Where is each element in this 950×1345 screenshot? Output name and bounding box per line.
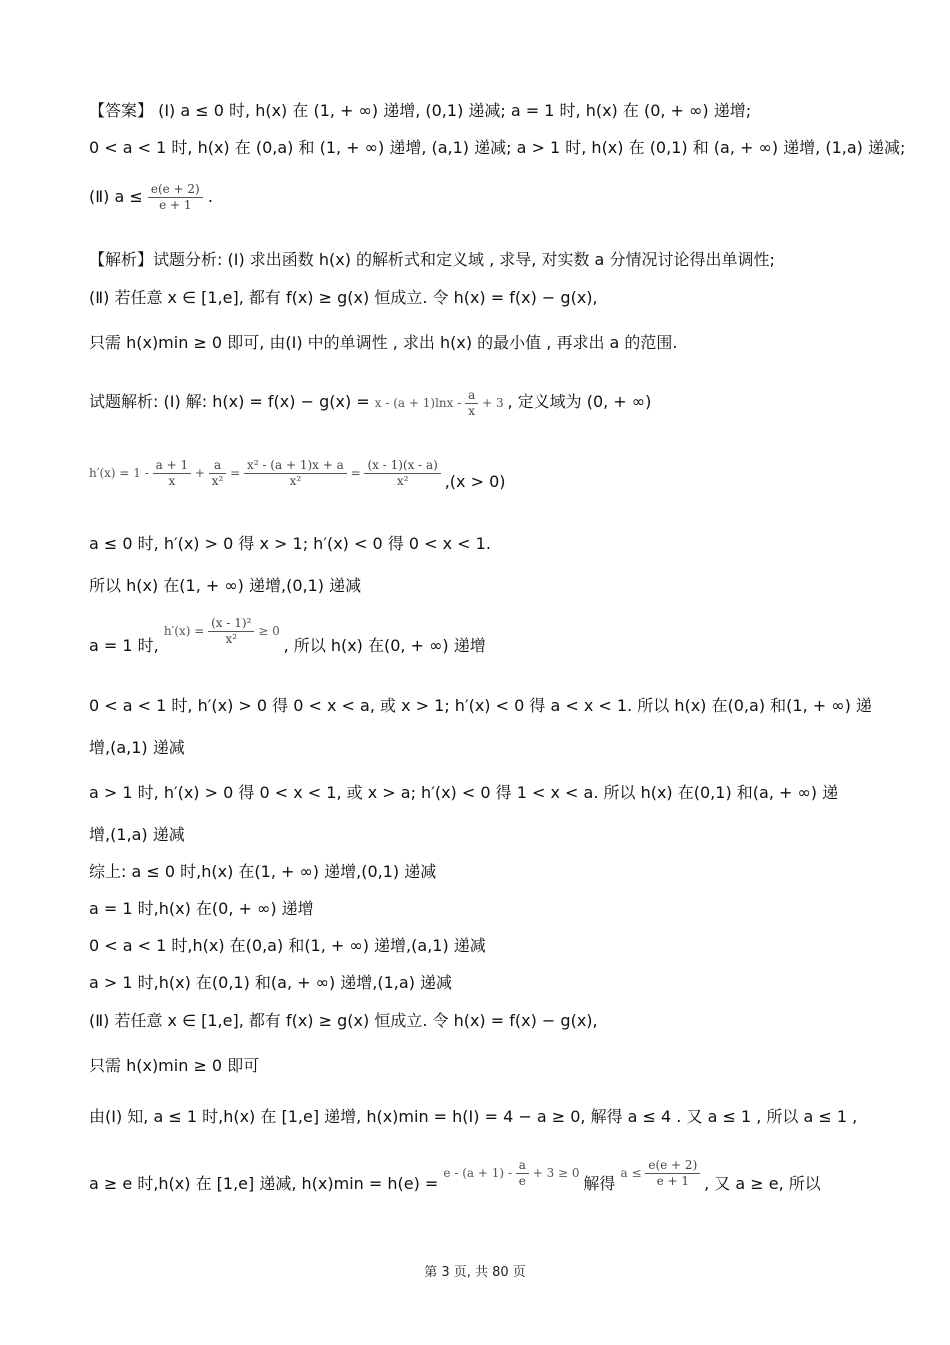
numerator: (x - 1)(x - a) bbox=[364, 458, 440, 474]
solution-line-3: a ≤ 0 时, h′(x) > 0 得 x > 1; h′(x) < 0 得 0 < x < 1. bbox=[89, 534, 491, 553]
text: , 定义域为 (0, + ∞) bbox=[507, 392, 652, 411]
denominator: x bbox=[468, 404, 476, 418]
numerator: (x - 1)² bbox=[208, 616, 254, 632]
solution-line-5 bbox=[89, 616, 486, 655]
text: a ≥ e 时,h(x) 在 [1,e] 递减, h(x)min = h(e) = bbox=[89, 1174, 439, 1193]
summary-line-2: a = 1 时,h(x) 在(0, + ∞) 递增 bbox=[89, 899, 314, 918]
text: , 又 a ≥ e, 所以 bbox=[704, 1174, 821, 1193]
text: a = 1 时, bbox=[89, 636, 159, 655]
text: (Ⅱ) a ≤ bbox=[89, 187, 143, 206]
part2-line-4 bbox=[89, 1158, 821, 1193]
formula-part: e - (a + 1) - bbox=[443, 1166, 512, 1180]
formula-part: ≥ 0 bbox=[258, 624, 280, 638]
numerator: a bbox=[516, 1158, 529, 1174]
text: , 所以 h(x) 在(0, + ∞) 递增 bbox=[283, 636, 486, 655]
text: 试题解析: (I) 解: h(x) = f(x) − g(x) = bbox=[89, 392, 370, 411]
formula bbox=[374, 388, 508, 418]
text: ,(x > 0) bbox=[444, 472, 506, 491]
solution-line-6: 0 < a < 1 时, h′(x) > 0 得 0 < x < a, 或 x > 1; h′(x) < 0 得 a < x < 1. 所以 h(x) 在(0,a) 和(1, + ∞) 递 bbox=[89, 696, 872, 715]
denominator: e + 1 bbox=[159, 198, 192, 212]
answer-part-2 bbox=[89, 182, 213, 213]
denominator: x² bbox=[396, 474, 409, 488]
formula bbox=[163, 616, 284, 646]
numerator: a bbox=[209, 458, 227, 474]
derivative-line bbox=[89, 458, 505, 489]
formula-part: x - (a + 1)lnx - bbox=[374, 396, 462, 410]
fraction bbox=[148, 182, 203, 213]
formula-part: h′(x) = bbox=[163, 624, 205, 638]
fraction bbox=[209, 458, 227, 489]
answer-line-2: 0 < a < 1 时, h(x) 在 (0,a) 和 (1, + ∞) 递增, (a,1) 递减; a > 1 时, h(x) 在 (0,1) 和 (a, + ∞) 递增, (1,a) 递减; bbox=[89, 138, 906, 157]
numerator: e(e + 2) bbox=[645, 1158, 700, 1174]
fraction bbox=[244, 458, 347, 489]
numerator: a + 1 bbox=[153, 458, 191, 474]
solution-line-7: 增,(a,1) 递减 bbox=[89, 738, 185, 757]
denominator: x² bbox=[211, 474, 224, 488]
formula-part: + 3 ≥ 0 bbox=[532, 1166, 580, 1180]
part2-line-1: (Ⅱ) 若任意 x ∈ [1,e], 都有 f(x) ≥ g(x) 恒成立. 令 h(x) = f(x) − g(x), bbox=[89, 1011, 598, 1030]
answer-line-1: 【答案】 (I) a ≤ 0 时, h(x) 在 (1, + ∞) 递增, (0,1) 递减; a = 1 时, h(x) 在 (0, + ∞) 递增; bbox=[89, 101, 752, 120]
numerator: e(e + 2) bbox=[148, 182, 203, 198]
part2-line-2: 只需 h(x)min ≥ 0 即可 bbox=[89, 1056, 260, 1075]
solution-line-4: 所以 h(x) 在(1, + ∞) 递增,(0,1) 递减 bbox=[89, 576, 362, 595]
analysis-line-1: 【解析】试题分析: (I) 求出函数 h(x) 的解析式和定义域 , 求导, 对实数 a 分情况讨论得出单调性; bbox=[89, 250, 775, 269]
numerator: a bbox=[465, 388, 478, 404]
formula-part: + 3 bbox=[482, 396, 504, 410]
denominator: x bbox=[168, 474, 176, 488]
fraction bbox=[208, 616, 254, 647]
denominator: x² bbox=[289, 474, 302, 488]
text: . bbox=[207, 187, 213, 206]
formula: h′(x) = 1 - $\frac{a + 1}{x}$ + $\frac{a}{\text{x²}}$ = $\frac{\text{x² - (a + 1)x + a}}{\text{x²}}$ = $\frac{(x - 1)(x - a)}{\text{x²}}$ bbox=[89, 466, 445, 480]
summary-line-4: a > 1 时,h(x) 在(0,1) 和(a, + ∞) 递增,(1,a) 递减 bbox=[89, 973, 453, 992]
fraction bbox=[516, 1158, 529, 1189]
text: 解得 bbox=[583, 1174, 616, 1193]
analysis-line-2: (Ⅱ) 若任意 x ∈ [1,e], 都有 f(x) ≥ g(x) 恒成立. 令 h(x) = f(x) − g(x), bbox=[89, 288, 598, 307]
summary-line-3: 0 < a < 1 时,h(x) 在(0,a) 和(1, + ∞) 递增,(a,1) 递减 bbox=[89, 936, 486, 955]
fraction bbox=[645, 1158, 700, 1189]
summary-line-1: 综上: a ≤ 0 时,h(x) 在(1, + ∞) 递增,(0,1) 递减 bbox=[89, 862, 437, 881]
formula bbox=[620, 1158, 705, 1188]
denominator: x² bbox=[225, 632, 238, 646]
formula bbox=[443, 1158, 583, 1188]
formula-part: h′(x) = 1 - bbox=[89, 466, 149, 480]
part2-line-3: 由(I) 知, a ≤ 1 时,h(x) 在 [1,e] 递增, h(x)min = h(I) = 4 − a ≥ 0, 解得 a ≤ 4 . 又 a ≤ 1 , 所以 a ≤ 1 , bbox=[89, 1107, 858, 1126]
solution-line-8: a > 1 时, h′(x) > 0 得 0 < x < 1, 或 x > a; h′(x) < 0 得 1 < x < a. 所以 h(x) 在(0,1) 和(a, + ∞) 递 bbox=[89, 783, 839, 802]
page-footer: 第 3 页, 共 80 页 bbox=[424, 1265, 526, 1280]
formula-part: a ≤ bbox=[620, 1166, 642, 1180]
fraction bbox=[153, 458, 191, 489]
denominator: e + 1 bbox=[656, 1174, 690, 1188]
solution-line-9: 增,(1,a) 递减 bbox=[89, 825, 185, 844]
fraction bbox=[364, 458, 440, 489]
solution-line-1 bbox=[89, 388, 651, 419]
analysis-line-3: 只需 h(x)min ≥ 0 即可, 由(I) 中的单调性 , 求出 h(x) 的最小值 , 再求出 a 的范围. bbox=[89, 333, 678, 352]
numerator: x² - (a + 1)x + a bbox=[244, 458, 347, 474]
denominator: e bbox=[518, 1174, 526, 1188]
fraction bbox=[465, 388, 478, 419]
